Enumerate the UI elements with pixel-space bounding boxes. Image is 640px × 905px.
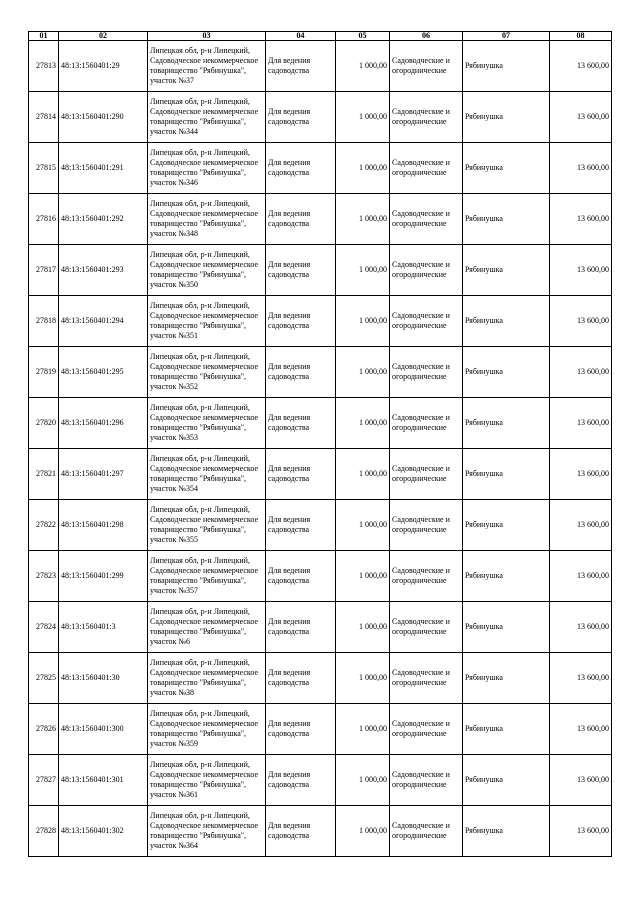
row-number: 27817 [29, 245, 59, 296]
association-name: Рябинушка [463, 551, 550, 602]
column-header-07: 07 [463, 32, 550, 41]
association-name: Рябинушка [463, 755, 550, 806]
cadastral-number: 48:13:1560401:290 [59, 92, 148, 143]
permitted-use: Для ведения садоводства [266, 41, 336, 92]
row-number: 27814 [29, 92, 59, 143]
plot-area: 1 000,00 [336, 296, 390, 347]
land-category: Садоводческие и огороднические [390, 704, 463, 755]
land-category: Садоводческие и огороднические [390, 347, 463, 398]
row-number: 27824 [29, 602, 59, 653]
table-row [29, 653, 612, 704]
land-category: Садоводческие и огороднические [390, 92, 463, 143]
plot-area: 1 000,00 [336, 602, 390, 653]
cadastral-number: 48:13:1560401:294 [59, 296, 148, 347]
land-category: Садоводческие и огороднические [390, 245, 463, 296]
cadastral-number: 48:13:1560401:302 [59, 806, 148, 857]
permitted-use: Для ведения садоводства [266, 194, 336, 245]
plot-area: 1 000,00 [336, 653, 390, 704]
plot-area: 1 000,00 [336, 755, 390, 806]
permitted-use: Для ведения садоводства [266, 500, 336, 551]
table-row [29, 602, 612, 653]
table-row [29, 92, 612, 143]
cadastral-value: 13 600,00 [550, 398, 612, 449]
plot-address: Липецкая обл, р-н Липецкий, Садоводческое некоммерческое товарищество "Рябинушка", участок №357 [148, 551, 266, 602]
association-name: Рябинушка [463, 41, 550, 92]
plot-area: 1 000,00 [336, 398, 390, 449]
permitted-use: Для ведения садоводства [266, 296, 336, 347]
plot-area: 1 000,00 [336, 704, 390, 755]
cadastral-value: 13 600,00 [550, 449, 612, 500]
association-name: Рябинушка [463, 398, 550, 449]
cadastral-value: 13 600,00 [550, 194, 612, 245]
plot-area: 1 000,00 [336, 806, 390, 857]
plot-area: 1 000,00 [336, 194, 390, 245]
row-number: 27813 [29, 41, 59, 92]
permitted-use: Для ведения садоводства [266, 755, 336, 806]
plot-address: Липецкая обл, р-н Липецкий, Садоводческое некоммерческое товарищество "Рябинушка", участок №351 [148, 296, 266, 347]
table-row [29, 245, 612, 296]
column-header-02: 02 [59, 32, 148, 41]
permitted-use: Для ведения садоводства [266, 143, 336, 194]
table-row [29, 41, 612, 92]
cadastral-number: 48:13:1560401:298 [59, 500, 148, 551]
permitted-use: Для ведения садоводства [266, 449, 336, 500]
plot-address: Липецкая обл, р-н Липецкий, Садоводческое некоммерческое товарищество "Рябинушка", участок №6 [148, 602, 266, 653]
column-header-05: 05 [336, 32, 390, 41]
table-body [29, 41, 612, 857]
cadastral-value: 13 600,00 [550, 500, 612, 551]
land-category: Садоводческие и огороднические [390, 449, 463, 500]
plot-address: Липецкая обл, р-н Липецкий, Садоводческое некоммерческое товарищество "Рябинушка", участок №350 [148, 245, 266, 296]
row-number: 27818 [29, 296, 59, 347]
association-name: Рябинушка [463, 500, 550, 551]
table-row [29, 755, 612, 806]
permitted-use: Для ведения садоводства [266, 92, 336, 143]
cadastral-number: 48:13:1560401:292 [59, 194, 148, 245]
cadastral-number: 48:13:1560401:293 [59, 245, 148, 296]
cadastral-number: 48:13:1560401:30 [59, 653, 148, 704]
cadastral-value: 13 600,00 [550, 296, 612, 347]
land-category: Садоводческие и огороднические [390, 143, 463, 194]
permitted-use: Для ведения садоводства [266, 398, 336, 449]
cadastral-value: 13 600,00 [550, 245, 612, 296]
plot-address: Липецкая обл, р-н Липецкий, Садоводческое некоммерческое товарищество "Рябинушка", участок №355 [148, 500, 266, 551]
header-row [29, 32, 612, 41]
table-row [29, 143, 612, 194]
association-name: Рябинушка [463, 92, 550, 143]
row-number: 27826 [29, 704, 59, 755]
cadastral-value: 13 600,00 [550, 143, 612, 194]
cadastral-value: 13 600,00 [550, 551, 612, 602]
plot-address: Липецкая обл, р-н Липецкий, Садоводческое некоммерческое товарищество "Рябинушка", участок №359 [148, 704, 266, 755]
association-name: Рябинушка [463, 143, 550, 194]
row-number: 27815 [29, 143, 59, 194]
table-row [29, 194, 612, 245]
column-header-01: 01 [29, 32, 59, 41]
cadastral-number: 48:13:1560401:296 [59, 398, 148, 449]
column-header-08: 08 [550, 32, 612, 41]
table-row [29, 398, 612, 449]
cadastral-value: 13 600,00 [550, 347, 612, 398]
association-name: Рябинушка [463, 704, 550, 755]
permitted-use: Для ведения садоводства [266, 704, 336, 755]
row-number: 27828 [29, 806, 59, 857]
cadastral-value: 13 600,00 [550, 92, 612, 143]
row-number: 27820 [29, 398, 59, 449]
table-row [29, 296, 612, 347]
cadastral-value: 13 600,00 [550, 755, 612, 806]
land-category: Садоводческие и огороднические [390, 500, 463, 551]
row-number: 27827 [29, 755, 59, 806]
table-row [29, 500, 612, 551]
table-row [29, 347, 612, 398]
row-number: 27822 [29, 500, 59, 551]
plot-address: Липецкая обл, р-н Липецкий, Садоводческое некоммерческое товарищество "Рябинушка", участок №37 [148, 41, 266, 92]
cadastral-number: 48:13:1560401:3 [59, 602, 148, 653]
plot-address: Липецкая обл, р-н Липецкий, Садоводческое некоммерческое товарищество "Рябинушка", участок №348 [148, 194, 266, 245]
table-row [29, 551, 612, 602]
table-row [29, 704, 612, 755]
permitted-use: Для ведения садоводства [266, 245, 336, 296]
plot-area: 1 000,00 [336, 92, 390, 143]
land-category: Садоводческие и огороднические [390, 551, 463, 602]
plot-area: 1 000,00 [336, 245, 390, 296]
plot-address: Липецкая обл, р-н Липецкий, Садоводческое некоммерческое товарищество "Рябинушка", участок №361 [148, 755, 266, 806]
plot-area: 1 000,00 [336, 143, 390, 194]
cadastral-number: 48:13:1560401:29 [59, 41, 148, 92]
plot-area: 1 000,00 [336, 41, 390, 92]
plot-area: 1 000,00 [336, 500, 390, 551]
land-category: Садоводческие и огороднические [390, 194, 463, 245]
table-row [29, 806, 612, 857]
plot-address: Липецкая обл, р-н Липецкий, Садоводческое некоммерческое товарищество "Рябинушка", участок №364 [148, 806, 266, 857]
association-name: Рябинушка [463, 449, 550, 500]
plot-address: Липецкая обл, р-н Липецкий, Садоводческое некоммерческое товарищество "Рябинушка", участок №353 [148, 398, 266, 449]
association-name: Рябинушка [463, 296, 550, 347]
land-category: Садоводческие и огороднические [390, 653, 463, 704]
plot-area: 1 000,00 [336, 551, 390, 602]
land-category: Садоводческие и огороднические [390, 296, 463, 347]
permitted-use: Для ведения садоводства [266, 347, 336, 398]
row-number: 27825 [29, 653, 59, 704]
table-row [29, 449, 612, 500]
plot-address: Липецкая обл, р-н Липецкий, Садоводческое некоммерческое товарищество "Рябинушка", участок №346 [148, 143, 266, 194]
land-plot-register-table [28, 31, 612, 857]
column-header-06: 06 [390, 32, 463, 41]
row-number: 27821 [29, 449, 59, 500]
column-header-04: 04 [266, 32, 336, 41]
land-category: Садоводческие и огороднические [390, 41, 463, 92]
land-category: Садоводческие и огороднические [390, 755, 463, 806]
row-number: 27819 [29, 347, 59, 398]
cadastral-number: 48:13:1560401:301 [59, 755, 148, 806]
cadastral-number: 48:13:1560401:297 [59, 449, 148, 500]
cadastral-value: 13 600,00 [550, 41, 612, 92]
cadastral-value: 13 600,00 [550, 653, 612, 704]
association-name: Рябинушка [463, 653, 550, 704]
row-number: 27816 [29, 194, 59, 245]
land-category: Садоводческие и огороднические [390, 602, 463, 653]
plot-area: 1 000,00 [336, 449, 390, 500]
permitted-use: Для ведения садоводства [266, 551, 336, 602]
row-number: 27823 [29, 551, 59, 602]
plot-address: Липецкая обл, р-н Липецкий, Садоводческое некоммерческое товарищество "Рябинушка", участок №344 [148, 92, 266, 143]
permitted-use: Для ведения садоводства [266, 602, 336, 653]
land-category: Садоводческие и огороднические [390, 806, 463, 857]
cadastral-number: 48:13:1560401:291 [59, 143, 148, 194]
association-name: Рябинушка [463, 602, 550, 653]
land-category: Садоводческие и огороднические [390, 398, 463, 449]
plot-address: Липецкая обл, р-н Липецкий, Садоводческое некоммерческое товарищество "Рябинушка", участок №38 [148, 653, 266, 704]
plot-area: 1 000,00 [336, 347, 390, 398]
cadastral-value: 13 600,00 [550, 602, 612, 653]
cadastral-number: 48:13:1560401:299 [59, 551, 148, 602]
association-name: Рябинушка [463, 347, 550, 398]
association-name: Рябинушка [463, 245, 550, 296]
permitted-use: Для ведения садоводства [266, 806, 336, 857]
permitted-use: Для ведения садоводства [266, 653, 336, 704]
association-name: Рябинушка [463, 806, 550, 857]
cadastral-value: 13 600,00 [550, 704, 612, 755]
cadastral-number: 48:13:1560401:300 [59, 704, 148, 755]
plot-address: Липецкая обл, р-н Липецкий, Садоводческое некоммерческое товарищество "Рябинушка", участок №354 [148, 449, 266, 500]
column-header-03: 03 [148, 32, 266, 41]
plot-address: Липецкая обл, р-н Липецкий, Садоводческое некоммерческое товарищество "Рябинушка", участок №352 [148, 347, 266, 398]
cadastral-value: 13 600,00 [550, 806, 612, 857]
association-name: Рябинушка [463, 194, 550, 245]
cadastral-number: 48:13:1560401:295 [59, 347, 148, 398]
